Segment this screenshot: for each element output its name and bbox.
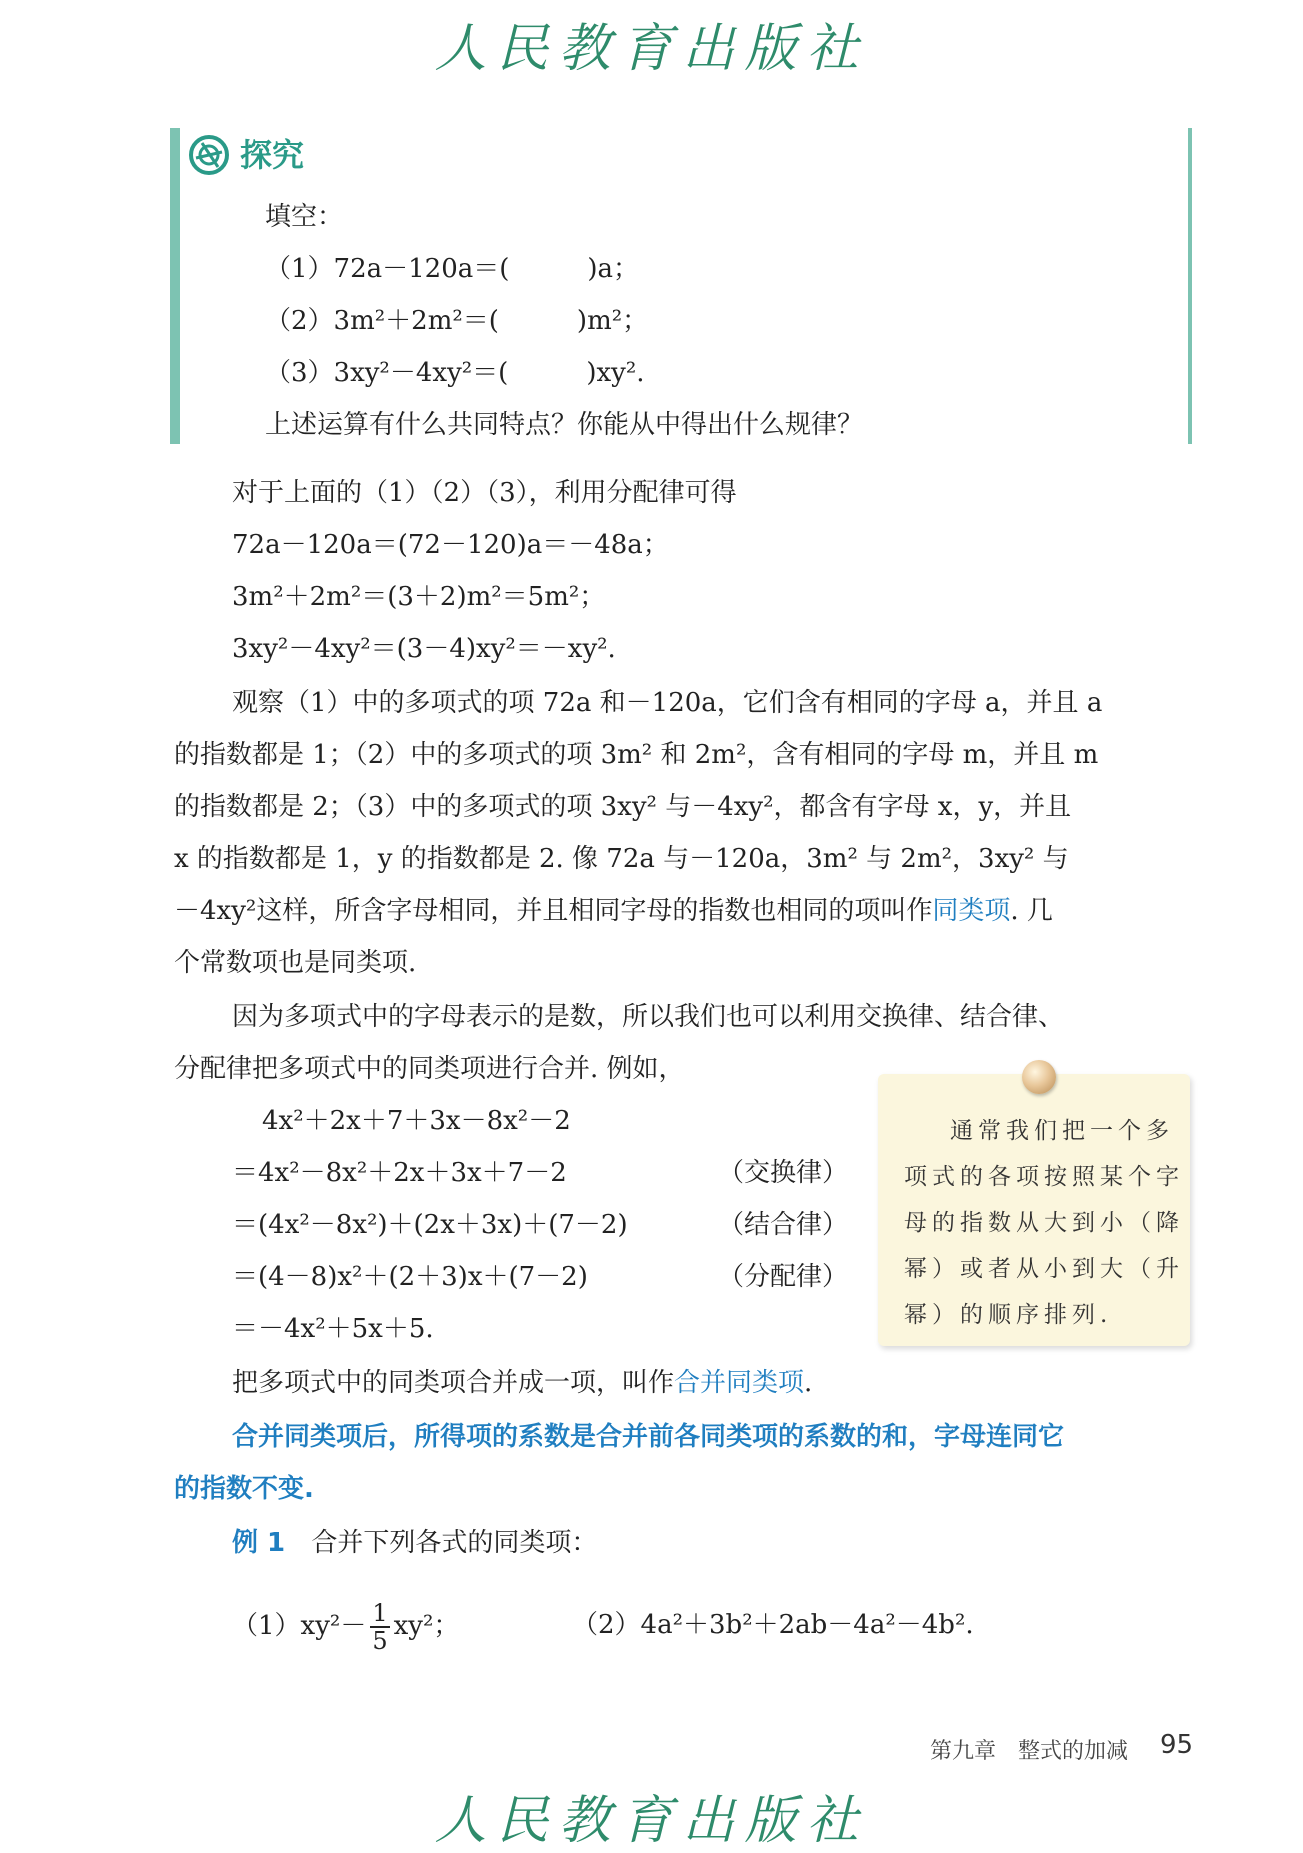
example-problem-1-pre: （1）xy²－ — [232, 1611, 367, 1641]
example-label: 例 1 — [232, 1528, 286, 1558]
page-number: 95 — [1160, 1730, 1194, 1760]
explore-intro: 填空： — [265, 202, 344, 232]
derivation-eq-3: 3xy²－4xy²＝(3－4)xy²＝－xy². — [232, 634, 616, 664]
side-note-line-2: 项式的各项按照某个字 — [904, 1164, 1184, 1190]
example-text: 合并下列各式的同类项： — [311, 1528, 598, 1558]
side-note-line-4: 幂）或者从小到大（升 — [904, 1256, 1184, 1282]
term-like-terms: 同类项 — [932, 896, 1011, 926]
example-heading — [232, 1526, 597, 1560]
rule-line-2: 的指数不变. — [174, 1474, 314, 1504]
merge-expr-4: ＝－4x²＋5x＋5. — [232, 1314, 434, 1344]
explore-question-3: （3）3xy²－4xy²＝( )xy². — [265, 358, 645, 388]
derivation-eq-2: 3m²＋2m²＝(3＋2)m²＝5m²； — [232, 582, 606, 612]
publisher-logo-footer: 人民教育出版社 — [434, 1791, 869, 1851]
side-note-line-3: 母的指数从大到小（降 — [904, 1210, 1184, 1236]
side-note-line-1: 通常我们把一个多 — [950, 1118, 1174, 1144]
observation-line-4: x 的指数都是 1，y 的指数都是 2. 像 72a 与－120a，3m² 与 2m²，3xy² 与 — [174, 844, 1069, 874]
observation-line-2: 的指数都是 1；（2）中的多项式的项 3m² 和 2m²，含有相同的字母 m，并且 m — [174, 740, 1099, 770]
explore-title: 探究 — [240, 136, 305, 174]
explore-right-bar — [1188, 128, 1192, 444]
pushpin-icon — [1022, 1060, 1056, 1094]
definition-post: . — [804, 1368, 813, 1398]
derivation-eq-1: 72a－120a＝(72－120)a＝－48a； — [232, 530, 669, 560]
merge-line-1: 因为多项式中的字母表示的是数，所以我们也可以利用交换律、结合律、 — [232, 1002, 1065, 1032]
explore-question-1: （1）72a－120a＝( )a； — [265, 254, 640, 284]
merge-expr-0: 4x²＋2x＋7＋3x－8x²－2 — [262, 1106, 571, 1136]
observation-line-5-post: . 几 — [1010, 896, 1053, 926]
observation-line-1: 观察（1）中的多项式的项 72a 和－120a，它们含有相同的字母 a，并且 a — [232, 688, 1103, 718]
merge-expr-2: ＝(4x²－8x²)＋(2x＋3x)＋(7－2) — [232, 1210, 628, 1240]
merge-line-2: 分配律把多项式中的同类项进行合并. 例如， — [174, 1054, 685, 1084]
merge-expr-3: ＝(4－8)x²＋(2＋3)x＋(7－2) — [232, 1262, 588, 1292]
example-problem-1 — [232, 1596, 459, 1656]
definition-line — [232, 1366, 812, 1400]
example-problem-1-post: xy²； — [393, 1611, 460, 1641]
merge-expr-1: ＝4x²－8x²＋2x＋3x＋7－2 — [232, 1158, 567, 1188]
merge-expr-1-note: （交换律） — [718, 1158, 849, 1188]
fraction-denominator: 5 — [372, 1627, 388, 1655]
fraction-numerator: 1 — [372, 1599, 388, 1627]
derivation-intro: 对于上面的（1）（2）（3），利用分配律可得 — [232, 478, 737, 508]
observation-line-5-pre: －4xy²这样，所含字母相同，并且相同字母的指数也相同的项叫作 — [174, 896, 933, 926]
publisher-logo-header: 人民教育出版社 — [434, 19, 869, 79]
observation-line-5 — [174, 894, 1053, 928]
definition-pre: 把多项式中的同类项合并成一项，叫作 — [232, 1368, 675, 1398]
term-combine-like-terms: 合并同类项 — [674, 1368, 805, 1398]
side-note-line-5: 幂）的顺序排列. — [904, 1302, 1113, 1328]
rule-line-1: 合并同类项后，所得项的系数是合并前各同类项的系数的和，字母连同它 — [232, 1422, 1065, 1452]
merge-expr-3-note: （分配律） — [718, 1262, 849, 1292]
observation-line-3: 的指数都是 2；（3）中的多项式的项 3xy² 与－4xy²，都含有字母 x，y，并且 — [174, 792, 1072, 822]
explore-icon — [188, 134, 230, 176]
footer-chapter: 第九章 整式的加减 — [930, 1739, 1129, 1764]
example-problem-2: （2）4a²＋3b²＋2ab－4a²－4b². — [572, 1610, 974, 1640]
fraction-one-fifth — [370, 1600, 389, 1654]
explore-question-2: （2）3m²＋2m²＝( )m²； — [265, 306, 649, 336]
explore-prompt: 上述运算有什么共同特点？你能从中得出什么规律？ — [265, 410, 864, 440]
observation-line-6: 个常数项也是同类项. — [174, 948, 417, 978]
explore-left-bar — [170, 128, 180, 444]
merge-expr-2-note: （结合律） — [718, 1210, 849, 1240]
